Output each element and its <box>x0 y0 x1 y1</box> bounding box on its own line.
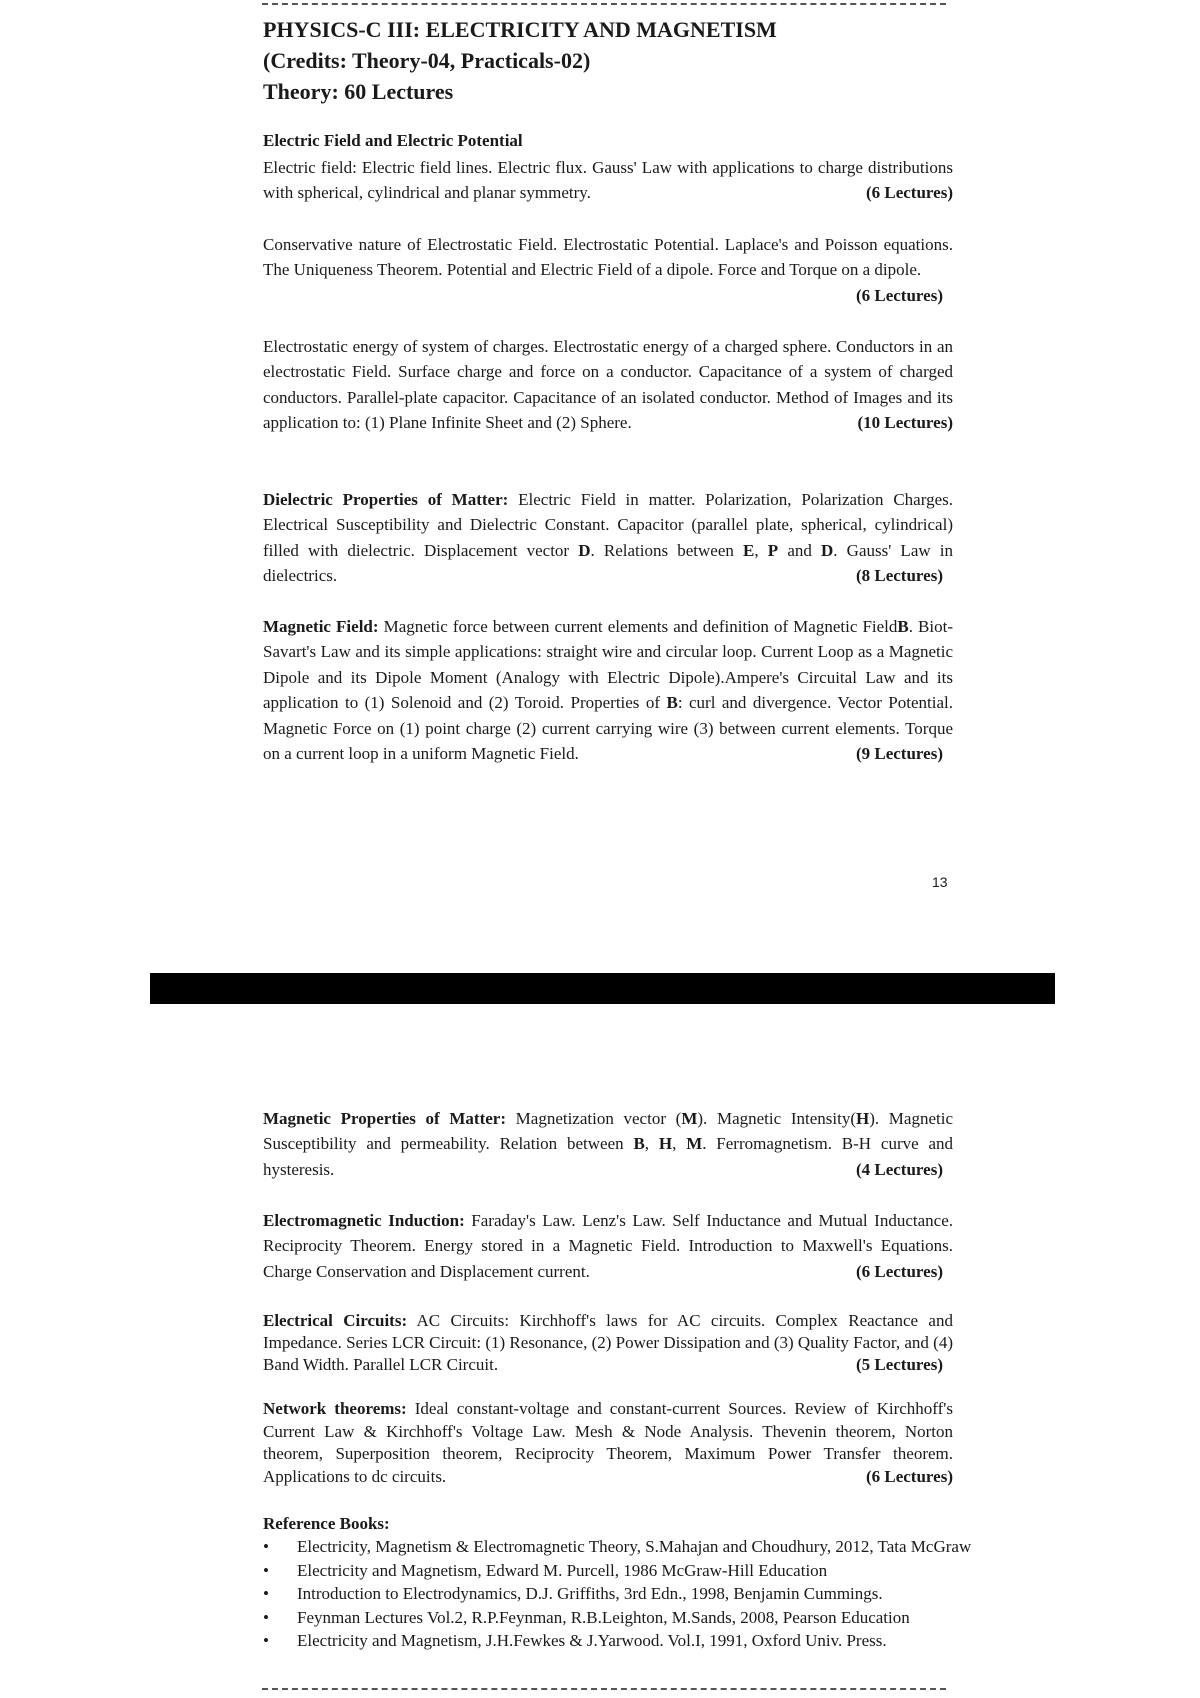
paragraph-text: . Ferromagnetism. B-H curve and hysteresis. <box>263 1134 954 1179</box>
paragraph-electrostatic-energy <box>263 334 953 436</box>
paragraph-text: . Relations between <box>590 540 744 560</box>
lecture-count: (10 Lectures) <box>857 413 953 433</box>
section-heading-electric-field: Electric Field and Electric Potential <box>263 131 523 150</box>
lecture-count: (6 Lectures) <box>865 183 953 203</box>
separator: , <box>644 1134 659 1154</box>
vector-b: B <box>666 693 678 713</box>
reference-text: Feynman Lectures Vol.2, R.P.Feynman, R.B.Leighton, M.Sands, 2008, Pearson Education <box>297 1607 910 1627</box>
paragraph-lead: Magnetic Field: <box>263 617 379 636</box>
reference-text: Electricity, Magnetism & Electromagnetic Theory, S.Mahajan and Choudhury, 2012, Tata McGraw <box>297 1537 972 1556</box>
lecture-count: (8 Lectures) <box>855 566 943 586</box>
reference-text: Electricity and Magnetism, Edward M. Purcell, 1986 McGraw-Hill Education <box>297 1560 828 1580</box>
lecture-count: (6 Lectures) <box>865 1466 953 1486</box>
paragraph-electrical-circuits <box>263 1310 953 1376</box>
bullet: • <box>263 1560 269 1580</box>
paragraph-lead: Electrical Circuits: <box>263 1311 408 1330</box>
paragraph-text: Faraday's Law. Lenz's Law. Self Inductance and Mutual Inductance. Reciprocity Theorem. Energy stored in a Magnetic Field. Introduction to Maxwell's Equations. Charge Conservation and Displacement current. <box>263 1211 953 1281</box>
paragraph-conservative-field <box>263 232 953 308</box>
reference-books-title: Reference Books: <box>263 1514 390 1533</box>
paragraph-lead: Network theorems: <box>263 1399 407 1418</box>
lecture-count: (9 Lectures) <box>855 744 943 764</box>
vector-d: D <box>821 540 834 560</box>
paragraph-text: Magnetic force between current elements and definition of Magnetic Field <box>378 617 898 636</box>
vector-m: M <box>686 1134 703 1154</box>
bottom-dashed-rule <box>262 1688 946 1690</box>
reference-text: Electricity and Magnetism, J.H.Fewkes & J.Yarwood. Vol.I, 1991, Oxford Univ. Press. <box>297 1631 887 1650</box>
paragraph-text: Magnetization vector ( <box>505 1109 682 1128</box>
paragraph-text: Electric field: Electric field lines. Electric flux. Gauss' Law with applications to charge distributions with spherical, cylindrical and planar symmetry. <box>263 158 953 203</box>
paragraph-text: : curl and divergence. Vector Potential. Magnetic Force on (1) point charge (2) current carrying wire (3) between current elements. Torque on a current loop in a uniform Magnetic Field. <box>263 693 953 764</box>
reference-books <box>263 1513 1003 1654</box>
paragraph-text: ). Magnetic Intensity( <box>697 1109 856 1128</box>
reference-list <box>263 1536 1003 1651</box>
paragraph-magnetic-properties <box>263 1106 953 1182</box>
bullet: • <box>263 1631 269 1650</box>
lecture-count: (6 Lectures) <box>855 1261 943 1281</box>
paragraph-text: ). Magnetic Susceptibility and permeability. Relation between <box>263 1109 953 1154</box>
reference-item <box>263 1630 1003 1651</box>
paragraph-network-theorems <box>263 1398 953 1488</box>
paragraph-text: Electrostatic energy of system of charges. Electrostatic energy of a charged sphere. Conductors in an electrostatic Field. Surface charge and force on a conductor. Capacitance of a system of charged conductors. Parallel-plate capacitor. Capacitance of an isolated conductor. Method of Images and its application to: (1) Plane Infinite Sheet and (2) Sphere. <box>263 337 953 433</box>
reference-item <box>263 1536 991 1557</box>
paragraph-text: Conservative nature of Electrostatic Field. Electrostatic Potential. Laplace's and Poisson equations. The Uniqueness Theorem. Potential and Electric Field of a dipole. Force and Torque on a dipole. <box>263 235 953 280</box>
bullet: • <box>263 1607 269 1627</box>
top-dashed-rule <box>262 3 946 5</box>
vector-m: M <box>681 1109 698 1128</box>
page-number: 13 <box>932 874 948 890</box>
separator: , <box>672 1134 687 1154</box>
page-separator-bar <box>150 973 1055 1004</box>
paragraph-text: . Gauss' Law in dielectrics. <box>263 540 953 586</box>
vector-h: H <box>658 1134 673 1154</box>
paragraph-text: Electric Field in matter. Polarization, Polarization Charges. Electrical Susceptibility and Dielectric Constant. Capacitor (parallel plate, spherical, cylindrical) filled with dielectric. Displacement vector <box>263 490 953 560</box>
separator: , <box>754 540 768 560</box>
reference-item <box>263 1607 1003 1628</box>
paragraph-text: AC Circuits: Kirchhoff's laws for AC circuits. Complex Reactance and Impedance. Series LCR Circuit: (1) Resonance, (2) Power Dissipation and (3) Quality Factor, and (4) Band Width. Parallel LCR Circuit. <box>263 1311 954 1374</box>
lecture-count: (4 Lectures) <box>855 1159 943 1179</box>
course-title: PHYSICS-C III: ELECTRICITY AND MAGNETISM <box>263 17 777 42</box>
paragraph-magnetic-field <box>263 614 953 766</box>
lecture-count: (6 Lectures) <box>855 285 943 305</box>
syllabus-header <box>263 14 953 107</box>
paragraph-text: . Biot-Savart's Law and its simple applications: straight wire and circular loop. Current Loop as a Magnetic Dipole and its Dipole Moment (Analogy with Electric Dipole).Ampere's Circuital Law and its application to (1) Solenoid and (2) Toroid. Properties of <box>263 617 953 713</box>
course-theory-lectures: Theory: 60 Lectures <box>263 79 454 104</box>
bullet: • <box>263 1584 269 1603</box>
vector-p: P <box>767 540 779 560</box>
vector-h: H <box>855 1109 870 1128</box>
paragraph-lead: Magnetic Properties of Matter: <box>263 1109 506 1128</box>
paragraph-lead: Dielectric Properties of Matter: <box>263 490 509 509</box>
paragraph-electric-field <box>263 155 953 206</box>
vector-b: B <box>897 617 909 636</box>
bullet: • <box>263 1537 269 1556</box>
paragraph-dielectric-properties <box>263 487 953 589</box>
paragraph-text: Ideal constant-voltage and constant-current Sources. Review of Kirchhoff's Current Law & Kirchhoff's Voltage Law. Mesh & Node Analysis. Thevenin theorem, Norton theorem, Superposition theorem, Reciprocity Theorem, Maximum Power Transfer theorem. Applications to dc circuits. <box>263 1399 953 1486</box>
vector-d: D <box>578 540 591 560</box>
vector-b: B <box>633 1134 645 1154</box>
reference-item <box>263 1560 1003 1581</box>
lecture-count: (5 Lectures) <box>855 1355 943 1374</box>
vector-e: E <box>743 540 755 560</box>
course-credits: (Credits: Theory-04, Practicals-02) <box>263 48 591 73</box>
reference-item <box>263 1583 1003 1604</box>
reference-text: Introduction to Electrodynamics, D.J. Griffiths, 3rd Edn., 1998, Benjamin Cummings. <box>297 1584 883 1603</box>
paragraph-lead: Electromagnetic Induction: <box>263 1211 465 1230</box>
paragraph-electromagnetic-induction <box>263 1208 953 1284</box>
separator: and <box>778 540 821 560</box>
